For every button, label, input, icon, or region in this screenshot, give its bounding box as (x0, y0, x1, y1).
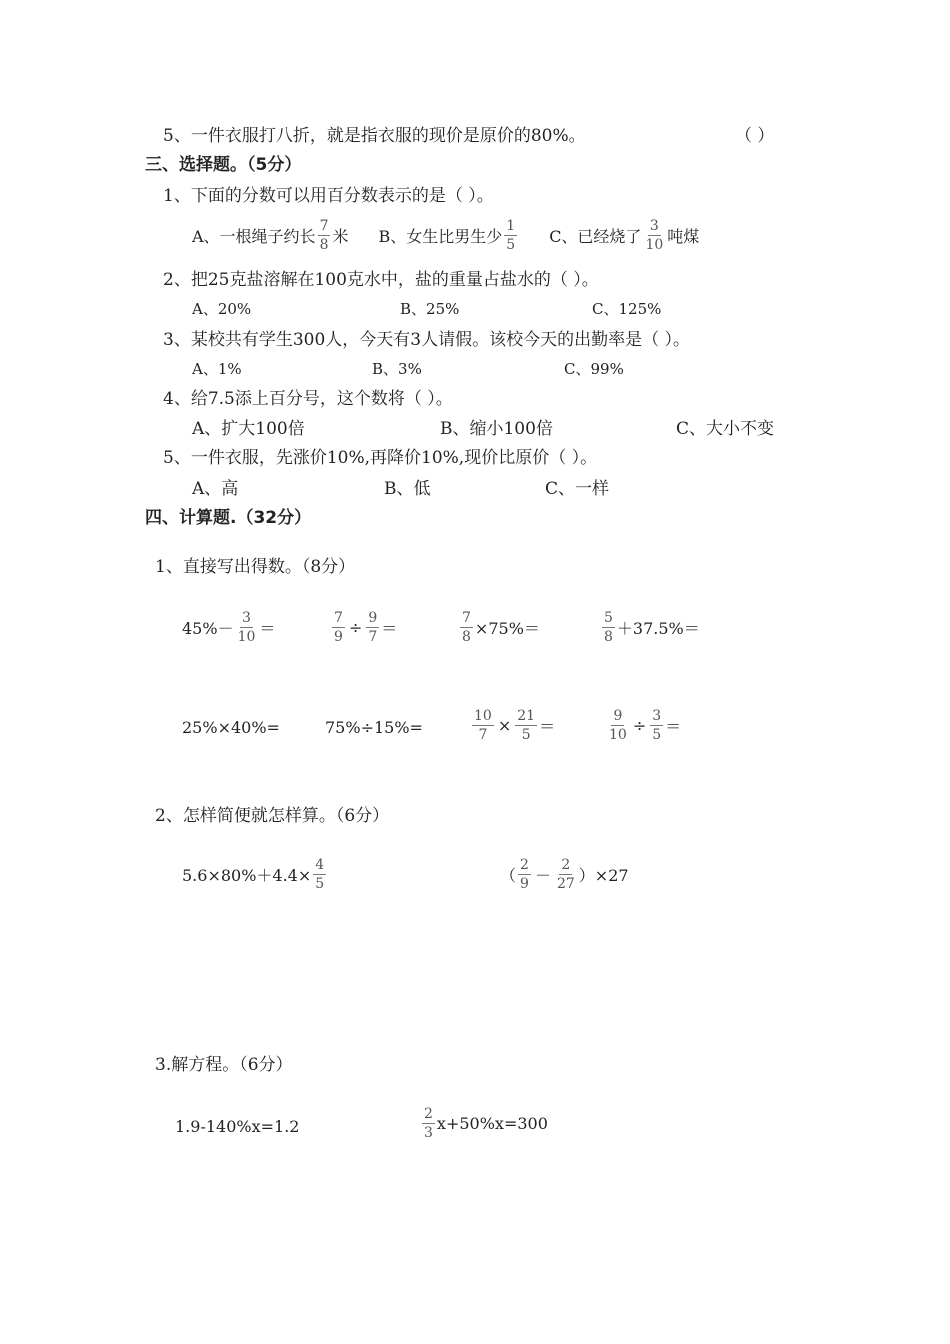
fraction: $\frac{9}{10}$ (609, 708, 627, 744)
fraction: $\frac{2}{3}$ (424, 1106, 433, 1142)
q4-option-b[interactable]: B、缩小100倍 (440, 419, 553, 439)
q2-option-b[interactable]: B、25% (400, 300, 460, 318)
fraction: $\frac{2}{27}$ (556, 857, 575, 893)
calc-part-1-title: 1、直接写出得数。（8分） (155, 557, 356, 577)
fraction: $\frac{21}{5}$ (517, 708, 536, 744)
calc-expr-1: 45%－ $\frac{3}{10}$ ＝ (182, 610, 276, 646)
choice-q3-stem: 3、某校共有学生300人，今天有3人请假。该校今天的出勤率是（ ）。 (163, 330, 690, 350)
q4-option-c[interactable]: C、大小不变 (676, 419, 775, 439)
calc-part-2-title: 2、怎样简便就怎样算。（6分） (155, 806, 390, 826)
calc-expr-2: $\frac{7}{9}$ ÷ $\frac{9}{7}$ ＝ (334, 610, 398, 646)
q1-option-b-prefix: B、女生比男生少 (378, 227, 503, 247)
fraction: $\frac{4}{5}$ (315, 857, 325, 893)
calc-expr-6: 75%÷15%= (325, 718, 423, 737)
q2-option-a[interactable]: A、20% (192, 300, 252, 318)
equation-1: 1.9-140%x=1.2 (175, 1117, 300, 1136)
calc-expr-4: $\frac{5}{8}$ ＋37.5%＝ (604, 610, 700, 646)
fraction: $\frac{7}{8}$ (462, 610, 471, 646)
calc-expr-5: 25%×40%= (182, 718, 280, 737)
fraction: $\frac{9}{7}$ (368, 610, 378, 646)
simplify-expr-1: 5.6×80%＋4.4× $\frac{4}{5}$ (182, 857, 325, 893)
section-3-title: 三、选择题。（5分） (145, 155, 302, 175)
judge-question-5: 5、一件衣服打八折，就是指衣服的现价是原价的80%。 (163, 126, 586, 146)
q5-option-a[interactable]: A、高 (192, 479, 239, 499)
q2-option-c[interactable]: C、125% (592, 300, 662, 318)
q1-option-a-prefix: A、一根绳子约长 (192, 227, 316, 247)
fraction: $\frac{2}{9}$ (520, 857, 529, 893)
fraction: $\frac{3}{10}$ (237, 610, 256, 646)
answer-paren[interactable]: （ ） (735, 126, 775, 146)
q3-option-c[interactable]: C、99% (564, 360, 624, 378)
choice-q2-stem: 2、把25克盐溶解在100克水中，盐的重量占盐水的（ ）。 (163, 270, 599, 290)
q5-option-c[interactable]: C、一样 (545, 479, 610, 499)
q3-option-a[interactable]: A、1% (192, 360, 242, 378)
simplify-expr-2: （ $\frac{2}{9}$ － $\frac{2}{27}$ ）×27 (500, 857, 629, 893)
q1-option-c-prefix: C、已经烧了 (549, 227, 642, 247)
q3-option-b[interactable]: B、3% (372, 360, 422, 378)
fraction: $\frac{7}{8}$ (319, 218, 329, 254)
fraction: $\frac{3}{5}$ (652, 708, 662, 744)
q5-option-b[interactable]: B、低 (384, 479, 431, 499)
fraction: $\frac{5}{8}$ (604, 610, 613, 646)
fraction: $\frac{10}{7}$ (474, 708, 492, 744)
calc-expr-3: $\frac{7}{8}$ ×75%＝ (462, 610, 540, 646)
q1-option-a-suffix: 米 (332, 227, 349, 247)
section-4-title: 四、计算题.（32分） (145, 508, 312, 528)
fraction: $\frac{3}{10}$ (645, 218, 664, 254)
fraction: $\frac{7}{9}$ (334, 610, 343, 646)
equation-2: $\frac{2}{3}$ x+50%x=300 (424, 1106, 548, 1142)
q4-option-a[interactable]: A、扩大100倍 (192, 419, 305, 439)
choice-q1-stem: 1、下面的分数可以用百分数表示的是（ ）。 (163, 186, 494, 206)
choice-q5-stem: 5、一件衣服，先涨价10%,再降价10%,现价比原价（ ）。 (163, 448, 598, 468)
calc-expr-7: $\frac{10}{7}$ × $\frac{21}{5}$ ＝ (474, 708, 556, 744)
choice-q4-stem: 4、给7.5添上百分号，这个数将（ ）。 (163, 389, 453, 409)
calc-expr-8: $\frac{9}{10}$ ÷ $\frac{3}{5}$ ＝ (609, 708, 682, 744)
calc-part-3-title: 3.解方程。（6分） (155, 1055, 293, 1075)
q1-option-c-suffix: 吨煤 (667, 227, 700, 247)
choice-q1-options (192, 218, 699, 253)
fraction: $\frac{1}{5}$ (506, 218, 516, 254)
